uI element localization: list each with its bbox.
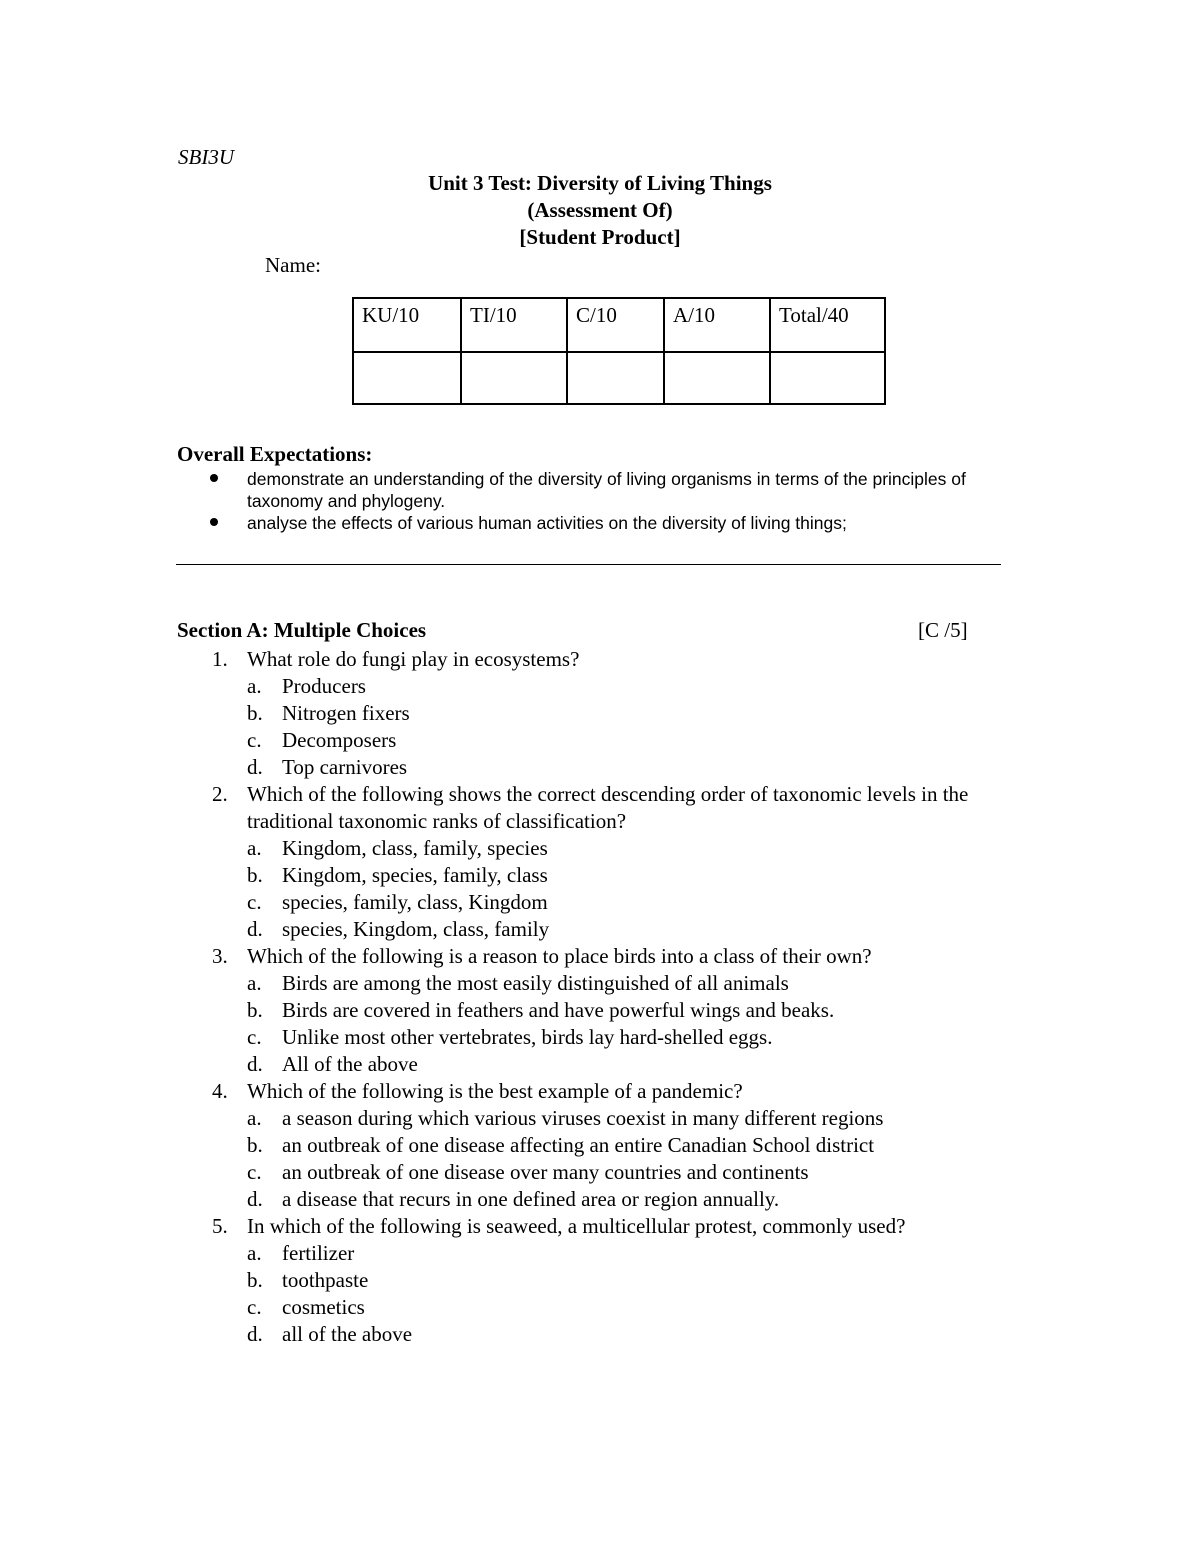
- marks-cell-c: [567, 352, 664, 404]
- option-2d: [212, 916, 1032, 943]
- product-type: [Student Product]: [519, 225, 681, 249]
- marks-cell-ku: [353, 352, 461, 404]
- option-letter: a.: [247, 836, 262, 860]
- question-number: 3.: [212, 944, 228, 968]
- option-text: Birds are covered in feathers and have powerful wings and beaks.: [282, 998, 835, 1022]
- option-3c: [212, 1024, 1032, 1051]
- option-2b: [212, 862, 1032, 889]
- option-text: an outbreak of one disease affecting an entire Canadian School district: [282, 1133, 875, 1157]
- option-4c: [212, 1159, 1032, 1186]
- option-letter: a.: [247, 971, 262, 995]
- option-3b: [212, 997, 1032, 1024]
- option-1c: [212, 727, 1032, 754]
- marks-table: [352, 297, 886, 405]
- option-letter: d.: [247, 1052, 263, 1076]
- marks-header-row: [353, 298, 885, 352]
- option-5c: [212, 1294, 1032, 1321]
- marks-header-total: Total/40: [770, 298, 885, 352]
- marks-header-a: A/10: [664, 298, 770, 352]
- option-5d: [212, 1321, 1032, 1348]
- option-text: toothpaste: [282, 1268, 369, 1292]
- option-text: species, Kingdom, class, family: [282, 917, 550, 941]
- test-title: Unit 3 Test: Diversity of Living Things: [428, 171, 772, 195]
- option-3a: [212, 970, 1032, 997]
- option-text: Decomposers: [282, 728, 397, 752]
- assessment-type: (Assessment Of): [527, 198, 673, 222]
- marks-header-ti: TI/10: [461, 298, 567, 352]
- option-4d: [212, 1186, 1032, 1213]
- option-1b: [212, 700, 1032, 727]
- question-number: 5.: [212, 1214, 228, 1238]
- marks-cell-a: [664, 352, 770, 404]
- expectations-list: [210, 468, 970, 534]
- question-1: [212, 646, 1032, 673]
- option-letter: a.: [247, 1241, 262, 1265]
- expectation-text: demonstrate an understanding of the diversity of living organisms in terms of the principles of taxonomy and phylogeny.: [247, 469, 966, 511]
- option-5b: [212, 1267, 1032, 1294]
- option-text: Unlike most other vertebrates, birds lay hard-shelled eggs.: [282, 1025, 773, 1049]
- bullet-icon: [210, 518, 218, 526]
- section-a-marks: [C /5]: [918, 618, 968, 642]
- option-2c: [212, 889, 1032, 916]
- option-4a: [212, 1105, 1032, 1132]
- question-3: [212, 943, 1032, 970]
- bullet-icon: [210, 474, 218, 482]
- option-letter: a.: [247, 1106, 262, 1130]
- option-4b: [212, 1132, 1032, 1159]
- option-5a: [212, 1240, 1032, 1267]
- option-text: species, family, class, Kingdom: [282, 890, 548, 914]
- expectation-text: analyse the effects of various human activities on the diversity of living things;: [247, 513, 847, 533]
- option-letter: b.: [247, 701, 263, 725]
- question-text: In which of the following is seaweed, a multicellular protest, commonly used?: [247, 1214, 906, 1238]
- option-text: All of the above: [282, 1052, 418, 1076]
- question-text: Which of the following is the best example of a pandemic?: [247, 1079, 743, 1103]
- divider-line: [176, 564, 1001, 565]
- option-letter: c.: [247, 728, 262, 752]
- question-list: [212, 646, 1032, 1348]
- name-label: Name:: [265, 253, 321, 277]
- marks-cell-ti: [461, 352, 567, 404]
- expectation-item: [210, 512, 970, 534]
- option-text: Kingdom, species, family, class: [282, 863, 548, 887]
- option-letter: b.: [247, 1133, 263, 1157]
- question-number: 1.: [212, 647, 228, 671]
- question-4: [212, 1078, 1032, 1105]
- option-text: all of the above: [282, 1322, 413, 1346]
- option-letter: b.: [247, 998, 263, 1022]
- option-letter: a.: [247, 674, 262, 698]
- option-text: Producers: [282, 674, 366, 698]
- option-3d: [212, 1051, 1032, 1078]
- course-code: SBI3U: [178, 145, 234, 169]
- option-letter: c.: [247, 1160, 262, 1184]
- expectations-heading: Overall Expectations:: [177, 442, 373, 466]
- section-a-heading: Section A: Multiple Choices: [177, 618, 427, 642]
- option-2a: [212, 835, 1032, 862]
- option-text: Birds are among the most easily distinguished of all animals: [282, 971, 789, 995]
- question-2: [212, 781, 1032, 835]
- marks-score-row: [353, 352, 885, 404]
- question-number: 4.: [212, 1079, 228, 1103]
- option-text: an outbreak of one disease over many countries and continents: [282, 1160, 809, 1184]
- option-letter: c.: [247, 890, 262, 914]
- option-text: a season during which various viruses coexist in many different regions: [282, 1106, 884, 1130]
- title-block: [0, 170, 1200, 251]
- marks-cell-total: [770, 352, 885, 404]
- question-text: What role do fungi play in ecosystems?: [247, 647, 580, 671]
- option-letter: c.: [247, 1295, 262, 1319]
- question-5: [212, 1213, 1032, 1240]
- option-letter: d.: [247, 1322, 263, 1346]
- option-text: Top carnivores: [282, 755, 408, 779]
- option-letter: d.: [247, 755, 263, 779]
- expectation-item: [210, 468, 970, 512]
- question-text: Which of the following shows the correct descending order of taxonomic levels in the traditional taxonomic ranks of classification?: [247, 782, 969, 833]
- option-text: Nitrogen fixers: [282, 701, 410, 725]
- marks-header-c: C/10: [567, 298, 664, 352]
- question-number: 2.: [212, 782, 228, 806]
- option-text: fertilizer: [282, 1241, 355, 1265]
- option-letter: d.: [247, 917, 263, 941]
- marks-header-ku: KU/10: [353, 298, 461, 352]
- option-letter: b.: [247, 1268, 263, 1292]
- option-letter: d.: [247, 1187, 263, 1211]
- question-text: Which of the following is a reason to place birds into a class of their own?: [247, 944, 872, 968]
- option-text: cosmetics: [282, 1295, 365, 1319]
- option-text: Kingdom, class, family, species: [282, 836, 548, 860]
- option-letter: c.: [247, 1025, 262, 1049]
- option-1d: [212, 754, 1032, 781]
- option-1a: [212, 673, 1032, 700]
- option-text: a disease that recurs in one defined area or region annually.: [282, 1187, 780, 1211]
- option-letter: b.: [247, 863, 263, 887]
